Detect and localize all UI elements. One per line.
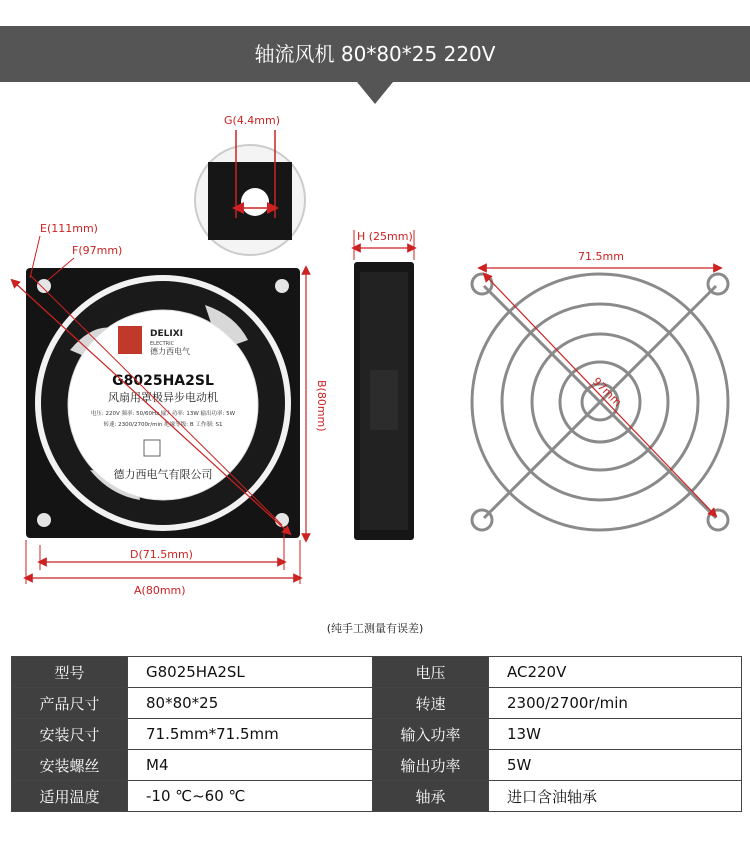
spec-value: M4	[128, 750, 373, 781]
dimension-f-label: F(97mm)	[72, 244, 123, 257]
spec-label: 输入功率	[373, 719, 489, 750]
spec-label: 电压	[373, 657, 489, 688]
table-row	[12, 750, 742, 781]
fan-spec-line2: 转速: 2300/2700r/min 绝缘等级: B 工作制: S1	[103, 422, 223, 428]
spec-label: 转速	[373, 688, 489, 719]
dimension-d-label: D(71.5mm)	[130, 548, 193, 561]
table-row	[12, 688, 742, 719]
measurement-note: (纯手工测量有误差)	[326, 622, 424, 635]
guard-dimensions	[482, 250, 718, 514]
dimension-b-label: B(80mm)	[315, 380, 328, 432]
spec-label: 安装螺丝	[12, 750, 128, 781]
spec-table	[11, 656, 742, 812]
spec-value: 5W	[489, 750, 742, 781]
brand-cn: 德力西电气	[150, 347, 190, 356]
spec-label: 输出功率	[373, 750, 489, 781]
fan-side-view	[354, 230, 414, 540]
spec-label: 轴承	[373, 781, 489, 812]
dimension-e-label: E(111mm)	[40, 222, 98, 235]
spec-value: AC220V	[489, 657, 742, 688]
fan-front-view	[14, 222, 328, 597]
fan-description: 风扇用罩极异步电动机	[108, 391, 218, 404]
spec-value: 2300/2700r/min	[489, 688, 742, 719]
table-row	[12, 657, 742, 688]
spec-value: 80*80*25	[128, 688, 373, 719]
product-diagram	[0, 100, 750, 620]
spec-value: 13W	[489, 719, 742, 750]
finger-guard	[472, 274, 728, 530]
spec-value: 进口含油轴承	[489, 781, 742, 812]
page-title: 轴流风机 80*80*25 220V	[254, 42, 496, 66]
guard-diag-label: 97mm	[589, 374, 625, 410]
guard-width-label: 71.5mm	[578, 250, 624, 263]
spec-label: 安装尺寸	[12, 719, 128, 750]
fan-company: 德力西电气有限公司	[113, 468, 213, 481]
spec-label: 适用温度	[12, 781, 128, 812]
fan-model: G8025HA2SL	[112, 373, 214, 389]
table-row	[12, 719, 742, 750]
brand-sub: ELECTRIC	[150, 341, 175, 347]
dimension-g-label: G(4.4mm)	[224, 114, 281, 127]
dimension-a-label: A(80mm)	[134, 584, 186, 597]
table-row	[12, 781, 742, 812]
spec-value: -10 ℃~60 ℃	[128, 781, 373, 812]
spec-value: 71.5mm*71.5mm	[128, 719, 373, 750]
spec-value: G8025HA2SL	[128, 657, 373, 688]
fan-spec-line1: 电压: 220V 频率: 50/60Hz 输入功率: 13W 输出功率: 5W	[90, 411, 236, 417]
dimension-h-label: H (25mm)	[357, 230, 413, 243]
brand-name: DELIXI	[150, 329, 183, 339]
spec-label: 产品尺寸	[12, 688, 128, 719]
spec-label: 型号	[12, 657, 128, 688]
corner-zoom-detail	[195, 114, 305, 255]
